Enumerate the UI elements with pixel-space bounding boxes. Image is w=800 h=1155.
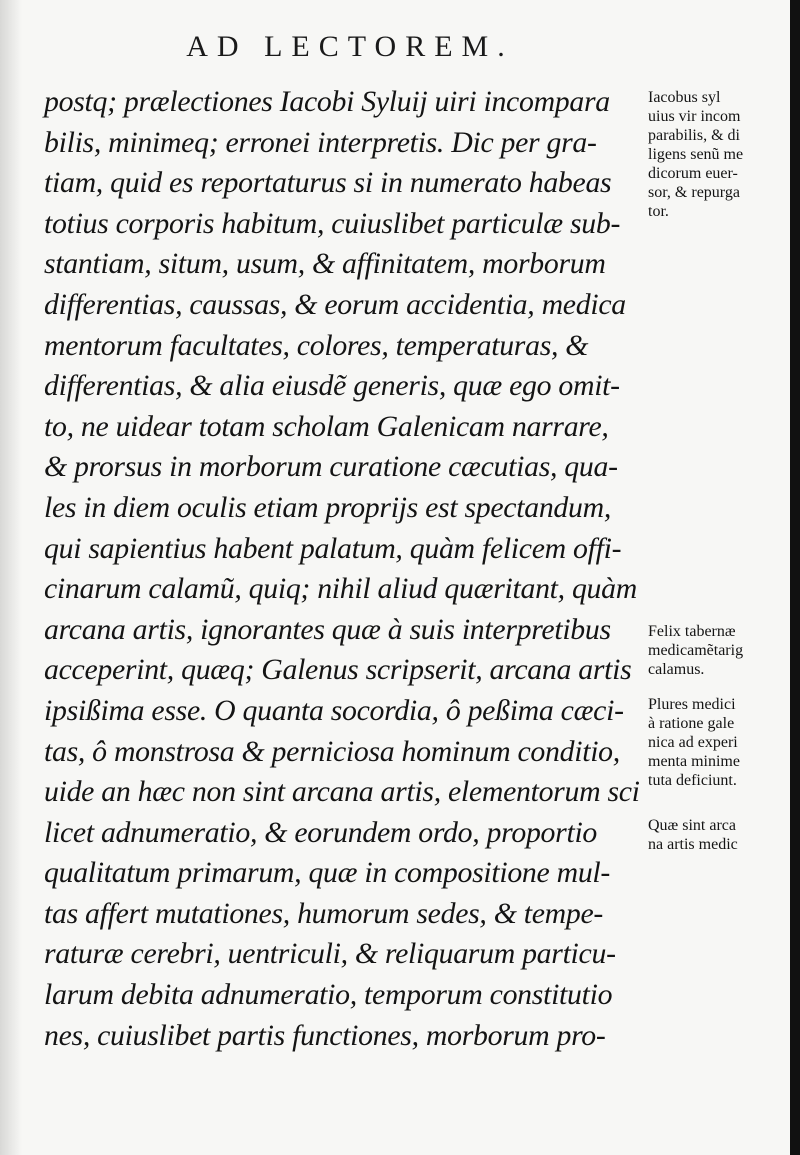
text-line: uide an hæc non sint arcana artis, elementorum sci (44, 775, 640, 809)
text-line: licet adnumeratio, & eorundem ordo, proportio (44, 815, 598, 849)
text-line: tas, ô monstrosa & perniciosa hominum conditio, (44, 734, 620, 768)
sidenote-line: tor. (648, 203, 669, 220)
sidenote-line: sor, & repurga (648, 184, 740, 201)
text-line: differentias, caussas, & eorum accidentia, medica (44, 287, 626, 321)
text-line: arcana artis, ignorantes quæ à suis interpretibus (44, 612, 611, 646)
text-line: raturæ cerebri, uentriculi, & reliquarum particu- (44, 937, 616, 971)
sidenote-arcana-artis (648, 816, 790, 854)
text-line: les in diem oculis etiam proprijs est spectandum, (44, 490, 612, 524)
sidenote-line: menta minime (648, 753, 740, 770)
text-line: stantiam, situm, usum, & affinitatem, morborum (44, 247, 606, 281)
text-line: bilis, minimeq; erronei interpretis. Dic per gra- (44, 125, 597, 159)
running-head: AD LECTOREM. (186, 30, 514, 63)
text-line: postq; prælectiones Iacobi Syluij uiri incompara (44, 85, 610, 118)
text-line: qui sapientius habent palatum, quàm felicem offi- (44, 531, 622, 565)
sidenote-iacobus-sylvius (648, 88, 790, 221)
sidenote-line: Quæ sint arca (648, 817, 736, 834)
text-line: tiam, quid es reportaturus si in numerato habeas (44, 166, 612, 200)
text-line: cinarum calamũ, quiq; nihil aliud quæritant, quàm (44, 572, 637, 606)
text-line: larum debita adnumeratio, temporum constitutio (44, 978, 613, 1012)
text-line: & prorsus in morborum curatione cæcutias, qua- (44, 450, 618, 484)
main-text-block (44, 82, 644, 1056)
sidenote-line: nica ad experi (648, 734, 738, 751)
text-line: totius corporis habitum, cuiuslibet particulæ sub- (44, 206, 621, 240)
sidenote-plures-medici (648, 695, 790, 790)
page-gutter-shade (0, 0, 22, 1155)
text-line: mentorum facultates, colores, temperaturas, & (44, 328, 589, 362)
text-line: nes, cuiuslibet partis functiones, morborum pro- (44, 1018, 606, 1052)
page-edge (790, 0, 800, 1155)
text-line: to, ne uidear totam scholam Galenicam narrare, (44, 409, 609, 443)
sidenote-line: parabilis, & di (648, 127, 740, 144)
text-line: differentias, & alia eiusdẽ generis, quæ ego omit- (44, 369, 620, 403)
sidenote-line: Iacobus syl (648, 89, 721, 106)
sidenote-line: dicorum euer- (648, 165, 738, 182)
sidenote-line: ligens senũ me (648, 146, 744, 163)
sidenote-line: Plures medici (648, 696, 736, 713)
sidenote-line: na artis medic (648, 836, 738, 853)
text-line: acceperint, quæq; Galenus scripserit, arcana artis (44, 653, 632, 687)
sidenote-line: à ratione gale (648, 715, 735, 732)
sidenote-line: uius vir incom (648, 108, 741, 125)
sidenote-line: calamus. (648, 661, 705, 678)
text-line: ipsißima esse. O quanta socordia, ô peßima cæci- (44, 693, 624, 727)
sidenote-line: medicamẽtarig (648, 642, 744, 659)
sidenote-felix-tabernae (648, 622, 790, 679)
text-line: tas affert mutationes, humorum sedes, & tempe- (44, 896, 604, 930)
sidenote-line: Felix tabernæ (648, 623, 736, 640)
text-line: qualitatum primarum, quæ in compositione mul- (44, 856, 611, 890)
sidenote-line: tuta deficiunt. (648, 772, 737, 789)
